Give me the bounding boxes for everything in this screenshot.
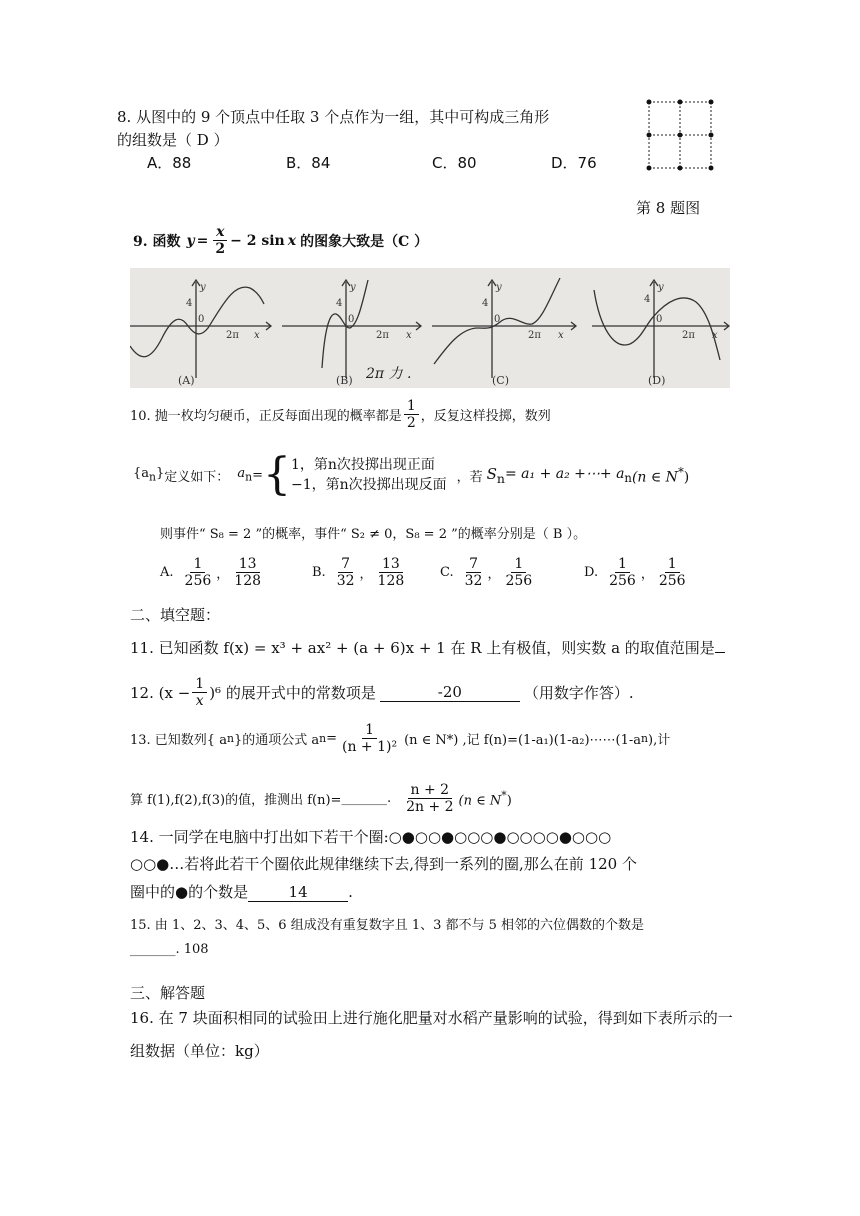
q10-option-a-frac1-den: 256 [184, 573, 212, 590]
q10-option-a [160, 556, 266, 589]
q9-prefix: 9. 函数 [133, 233, 181, 250]
q10-sum: = a₁ + a₂ +⋯+ a [504, 465, 625, 482]
q10-cond-end: ) [683, 469, 690, 486]
q9-frac-num: x [216, 224, 225, 240]
q10-option-b-frac1-num: 7 [338, 556, 353, 573]
q9-graph-options-image [130, 268, 730, 388]
q13-line1 [130, 722, 670, 755]
q13-frac-den: (n + 1)² [342, 739, 398, 756]
q10-sn: S [486, 464, 497, 483]
q10-option-d-frac1 [606, 556, 639, 589]
q9-graph-c-ylabel: y [496, 282, 502, 293]
q10-option-b-label: B. [312, 565, 326, 581]
nine-point-grid-figure [645, 98, 717, 172]
q10-def: 定义如下： [164, 469, 230, 485]
q14-line1: 14. 一同学在电脑中打出如下若干个圈:○●○○●○○○●○○○○●○○○ [130, 828, 612, 846]
q9-stem [133, 224, 428, 257]
q10-option-c-frac1-num: 7 [466, 556, 481, 573]
q13-text-b: }的通项公式 a [233, 733, 320, 749]
q11-text: 11. 已知函数 f(x) = x³ + ax² + (a + 6)x + 1 在 R 上有极值，则实数 a 的取值范围是 [130, 639, 715, 657]
q10-option-a-comma: ， [216, 567, 230, 583]
q14-line3-dot: . [348, 883, 353, 901]
q16-line1: 16. 在 7 块面积相同的试验田上进行施化肥量对水稻产量影响的试验，得到如下表所示的一 [130, 1009, 733, 1027]
q10-option-a-frac2 [231, 556, 264, 589]
q9-graph-a-origin: 0 [198, 314, 205, 325]
q9-graph-d-origin: 0 [656, 314, 663, 325]
q8-option-c: C．80 [432, 154, 477, 172]
q12-frac-den [193, 693, 207, 709]
q10-case2: −1，第n次投掷出现反面 [290, 477, 447, 493]
q13-text-a: 13. 已知数列{ a [130, 733, 227, 749]
q13-line2-text: 算 f(1),f(2),f(3)的值，推测出 f(n)= [130, 793, 342, 809]
q9-graph-c-xlabel: x [558, 330, 564, 341]
q10-option-b-frac1-den: 32 [336, 573, 355, 590]
q13-ans-den: 2n + 2 [406, 799, 454, 816]
q10-eq: = [252, 467, 263, 483]
q10-option-a-frac1 [182, 556, 215, 589]
q13-fraction [339, 722, 400, 755]
q10-an: a [237, 466, 246, 482]
q10-text-b: ，反复这样投掷，数列 [420, 409, 551, 425]
q9-eq: = [196, 232, 209, 249]
q9-graph-b-xlabel: x [406, 330, 412, 341]
q9-frac-den: 2 [215, 241, 226, 258]
q10-half-den: 2 [406, 415, 416, 432]
q9-x: x [287, 232, 297, 249]
q10-option-b [312, 556, 409, 589]
q10-option-c [440, 556, 537, 589]
q10-cond: (n ∈ N [631, 469, 678, 486]
q9-graph-label-a: (A) [178, 374, 195, 387]
q13-a-sub: n [226, 732, 234, 746]
q10-case1: 1，第n次投掷出现正面 [290, 456, 435, 473]
section-2-heading: 二、填空题： [130, 606, 221, 624]
q10-option-d [584, 556, 691, 589]
q13-b-sub: n [319, 732, 327, 746]
q14-answer-text: 14 [288, 883, 308, 901]
q10-option-c-frac2 [502, 556, 535, 589]
q12-frac-num: 1 [192, 676, 207, 693]
q13-answer-fraction [403, 782, 456, 815]
q9-graphs-svg [130, 268, 730, 388]
q10-option-d-frac1-den: 256 [609, 573, 636, 590]
q9-rest: − 2 sin [230, 232, 285, 249]
q9-suffix: 的图象大致是（C ） [300, 233, 429, 250]
q10-option-a-frac2-den: 128 [234, 573, 262, 590]
q9-graph-label-c: (C) [492, 374, 509, 387]
q9-fraction [212, 224, 228, 257]
q10-seq-end: } [156, 466, 165, 482]
q10-option-c-frac1 [462, 556, 486, 589]
q10-option-d-comma: ， [640, 567, 654, 583]
q15-blank: _______ [130, 942, 176, 957]
q10-option-b-frac2-den: 128 [377, 573, 405, 590]
q13-frac-num: 1 [362, 722, 377, 739]
q8-option-a: A．88 [147, 154, 192, 172]
q12-fraction [192, 676, 207, 709]
q9-graph-a-tick4: 4 [186, 298, 193, 309]
q10-option-b-comma: ， [359, 567, 373, 583]
q10-option-d-label: D. [584, 565, 599, 581]
q8-line1: 8. 从图中的 9 个顶点中任取 3 个点作为一组，其中可构成三角形 [117, 108, 550, 126]
q13-text-c: = [326, 731, 337, 747]
q10-option-c-frac1-den: 32 [464, 573, 483, 590]
q9-graph-c-origin: 0 [494, 314, 501, 325]
q13-line2 [130, 782, 512, 815]
q13-blank: _______ [341, 791, 387, 807]
section-3-heading: 三、解答题 [130, 984, 206, 1002]
q13-text-d: (n ∈ N*) ,记 f(n)=(1-a₁)(1-a₂)⋯⋯(1-a [404, 733, 642, 749]
q9-graph-b-2pi: 2π [376, 330, 389, 341]
q10-brace: { [262, 449, 291, 500]
q9-graph-a-2pi: 2π [226, 330, 239, 341]
q10-option-d-frac2-den: 256 [658, 573, 686, 590]
q8-option-b: B．84 [286, 154, 331, 172]
q9-graph-b-ylabel: y [350, 282, 356, 293]
q12-text-c: （用数字作答）. [523, 684, 634, 703]
q10-if: ，若 [456, 469, 483, 485]
q13-ans-end: ) [506, 793, 512, 809]
q10-half-num: 1 [404, 398, 419, 415]
q12-answer-text: -20 [437, 683, 462, 702]
q9-graph-d-ylabel: y [658, 282, 664, 293]
q10-option-c-label: C. [440, 565, 454, 581]
q10-option-b-frac1 [334, 556, 358, 589]
q11-blank [715, 652, 725, 653]
q12 [130, 676, 634, 709]
q8-line2: 的组数是（ D ） [117, 131, 229, 149]
q10-option-c-frac2-num: 1 [511, 556, 526, 573]
q14-line3-text: 圈中的●的个数是 [130, 883, 249, 901]
q9-graph-label-d: (D) [648, 374, 666, 387]
q14-line3 [130, 881, 353, 902]
q10-option-d-frac2 [656, 556, 689, 589]
q16-line2: 组数据（单位：kg） [130, 1042, 269, 1060]
q10-line1 [130, 398, 551, 431]
q15-answer: . 108 [175, 942, 209, 957]
q9-graph-c-tick4: 4 [482, 298, 489, 309]
q10-text-a: 10. 抛一枚均匀硬币，正反每面出现的概率都是 [130, 409, 402, 425]
q10-option-d-frac1-num: 1 [615, 556, 630, 573]
q13-ans-num: n + 2 [408, 782, 453, 799]
q10-option-d-frac2-num: 1 [665, 556, 680, 573]
q12-frac-den-var: x [195, 693, 204, 710]
q8-option-d: D．76 [551, 154, 597, 172]
q10-sum-sub: n [624, 470, 632, 485]
q12-text-a: 12. (x − [130, 683, 191, 702]
q13-ans-sup: * [501, 788, 507, 802]
q10-seq-sub: n [149, 470, 157, 484]
q9-graph-d-2pi: 2π [682, 330, 695, 341]
q10-half [404, 398, 419, 431]
q10-line3: 则事件“ S₈ = 2 ”的概率，事件“ S₂ ≠ 0，S₈ = 2 ”的概率分别是（ B ）。 [160, 527, 587, 542]
q10-option-b-frac2 [375, 556, 408, 589]
q10-option-c-frac2-den: 256 [505, 573, 533, 590]
q15-line1: 15. 由 1、2、3、4、5、6 组成没有重复数字且 1、3 都不与 5 相邻的六位偶数的个数是 [130, 918, 645, 933]
q10-cond-sup: * [677, 464, 684, 479]
q9-graph-b-tick4: 4 [336, 298, 343, 309]
q10-cases [291, 455, 447, 496]
q9-graph-label-b: (B) [336, 374, 353, 387]
q10-seq: {a [133, 466, 150, 482]
q13-d-sub: n [641, 732, 648, 746]
q9-graph-a-ylabel: y [200, 282, 206, 293]
q10-option-a-label: A. [160, 565, 174, 581]
q9-graph-a-xlabel: x [254, 330, 260, 341]
q13-line2-dot: . [386, 791, 392, 807]
q11 [130, 637, 725, 658]
q13-text-e: ),计 [648, 733, 671, 749]
q8-figure-caption: 第 8 题图 [636, 199, 701, 217]
q9-graph-d-xlabel: x [712, 330, 718, 341]
q10-an-sub: n [245, 470, 253, 484]
q14-answer [248, 883, 348, 902]
q10-sn-sub: n [496, 470, 505, 486]
q14-line2: ○○●…若将此若干个圈依此规律继续下去,得到一系列的圈,那么在前 120 个 [130, 855, 637, 873]
q9-handwriting: 2π 力 . [366, 366, 412, 382]
q10-option-a-frac2-num: 13 [236, 556, 260, 573]
q9-graph-b-origin: 0 [348, 314, 355, 325]
q9-y: y [186, 232, 195, 249]
q10-option-b-frac2-num: 13 [379, 556, 403, 573]
q13-ans-cond: (n ∈ N [458, 793, 502, 809]
q9-graph-d-tick4: 4 [644, 294, 651, 305]
q12-answer [380, 683, 520, 702]
q15-line2 [130, 942, 209, 957]
q10-option-a-frac1-num: 1 [190, 556, 205, 573]
q10-line2 [133, 448, 689, 502]
q10-option-c-comma: ， [487, 567, 501, 583]
q9-graph-c-2pi: 2π [528, 330, 541, 341]
q12-text-b: )⁶ 的展开式中的常数项是 [209, 684, 376, 703]
